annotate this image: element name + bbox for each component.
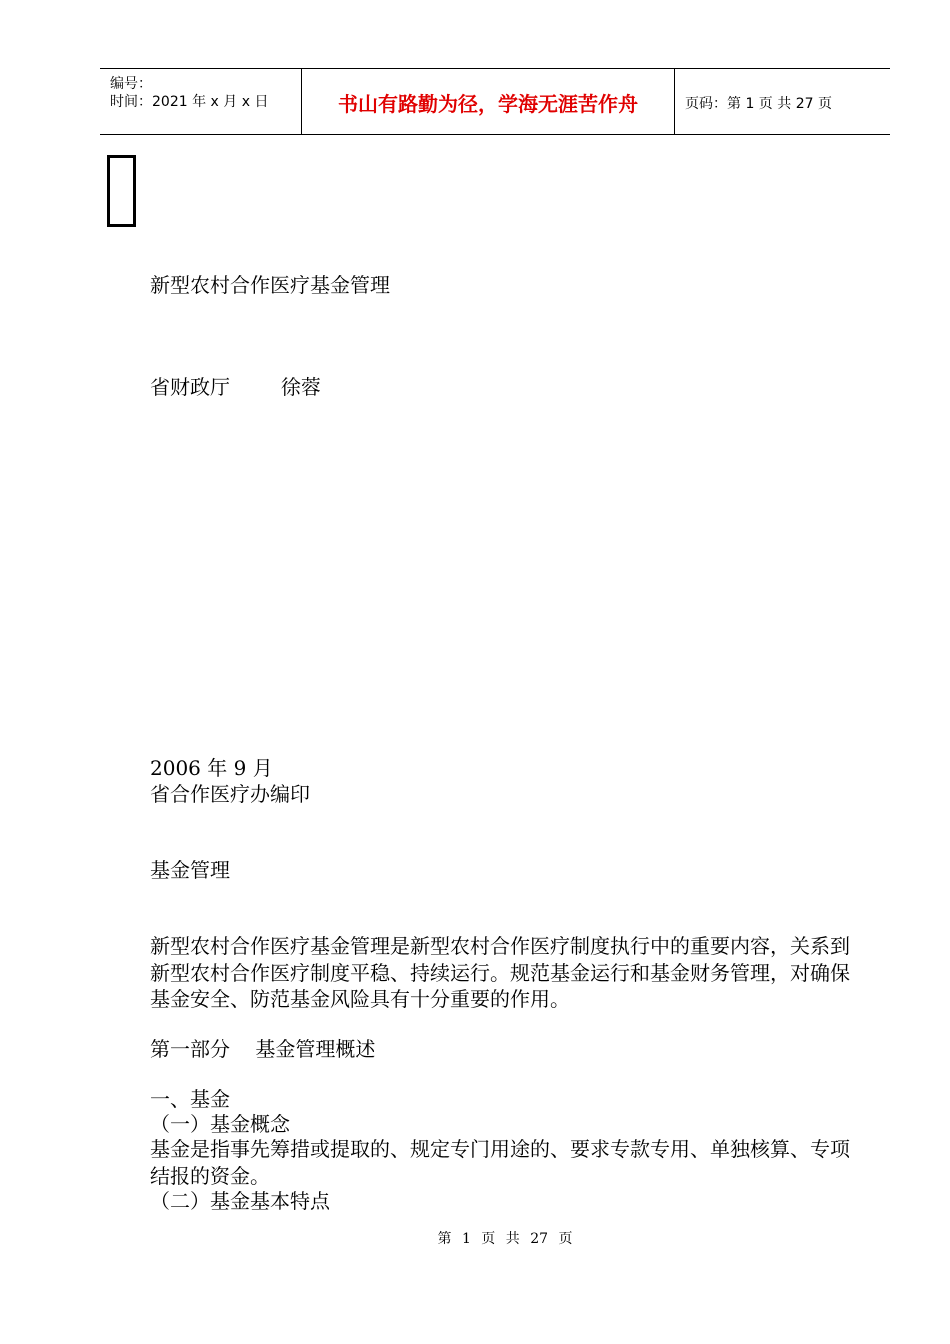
header-motto: 书山有路勤为径，学海无涯苦作舟 xyxy=(338,92,638,116)
header-page-info: 页码：第 1 页 共 27 页 xyxy=(685,96,832,112)
part-heading: 第一部分 基金管理概述 xyxy=(150,1037,376,1061)
document-header xyxy=(100,68,890,135)
missing-glyph-box xyxy=(107,155,136,227)
page-footer: 第 1 页 共 27 页 xyxy=(437,1231,573,1247)
definition-paragraph: 基金是指事先筹措或提取的、规定专门用途的、要求专款专用、单独核算、专项结报的资金。 xyxy=(150,1137,850,1188)
document-publisher: 省合作医疗办编印 xyxy=(150,782,310,806)
document-date: 2006 年 9 月 xyxy=(150,756,273,780)
header-info-cell xyxy=(100,69,302,135)
header-page-cell xyxy=(675,69,890,135)
subheading-1-1: （一）基金概念 xyxy=(150,1112,290,1136)
number-label: 编号： xyxy=(110,76,152,92)
header-motto-cell xyxy=(302,69,675,135)
section-heading: 基金管理 xyxy=(150,858,230,882)
document-author: 省财政厅 徐蓉 xyxy=(150,375,321,399)
subheading-1: 一、基金 xyxy=(150,1087,230,1111)
subheading-1-2: （二）基金基本特点 xyxy=(150,1189,330,1213)
intro-paragraph: 新型农村合作医疗基金管理是新型农村合作医疗制度执行中的重要内容，关系到新型农村合作医疗制度平稳、持续运行。规范基金运行和基金财务管理，对确保基金安全、防范基金风险具有十分重要的作用。 xyxy=(150,934,850,1011)
time-label: 时间：2021 年 x 月 x 日 xyxy=(110,94,269,110)
document-title: 新型农村合作医疗基金管理 xyxy=(150,273,390,297)
